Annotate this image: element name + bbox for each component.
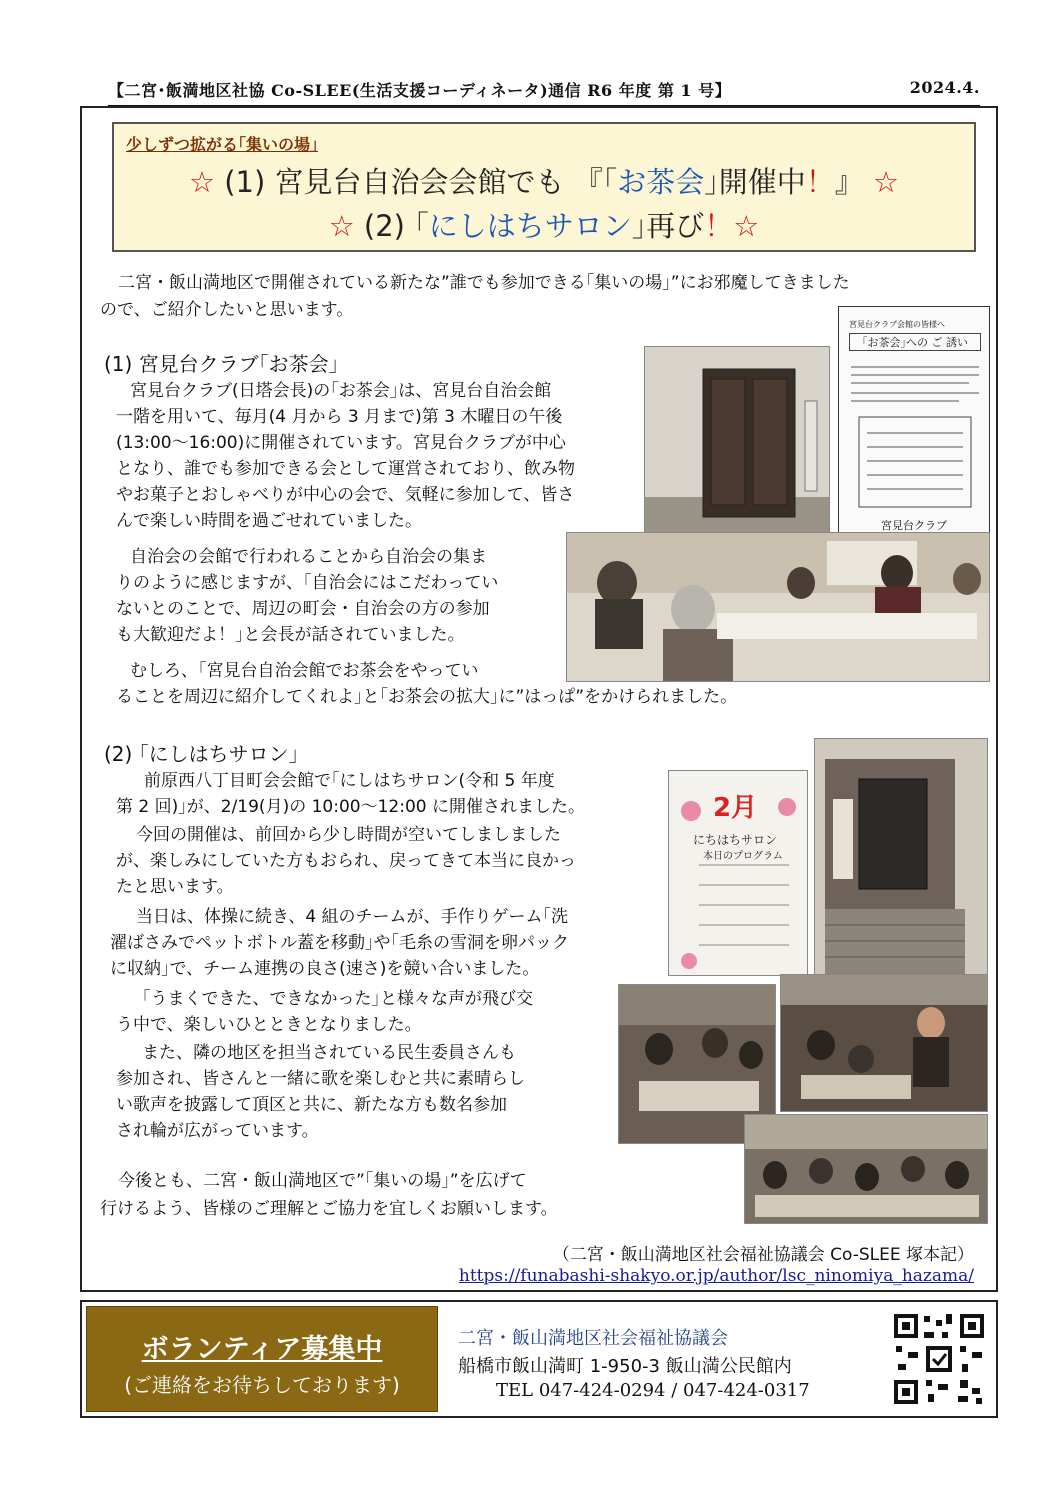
- section1-heading: (1) 宮見台クラブ｢お茶会｣: [104, 352, 339, 376]
- flyer-text-lines: [839, 307, 990, 538]
- title-box: [112, 122, 976, 252]
- signature: （二宮・飯山満地区社会福祉協議会 Co-SLEE 塚本記）: [552, 1245, 974, 1265]
- star-icon: ☆: [188, 165, 215, 199]
- contact-org: 二宮・飯山満地区社会福祉協議会: [458, 1328, 728, 1349]
- volunteer-title: ボランティア募集中: [141, 1334, 383, 1365]
- title-tag: 少しずつ拡がる｢集いの場｣: [126, 135, 319, 154]
- ochakai-flyer: 宮見台クラブ会館の皆様へ ｢お茶会｣への ご 誘い 宮見台クラブ: [838, 306, 990, 538]
- salon-program-board: [668, 770, 808, 976]
- board-title: にちはちサロン: [693, 833, 778, 847]
- closing-line-2: 行けるよう、皆様のご理解とご協力を宜しくお願いします。: [100, 1199, 558, 1219]
- gathering-illustration: [567, 533, 990, 682]
- hall-illustration: [815, 739, 988, 976]
- intro-line-1: 二宮・飯山満地区で開催されている新たな”誰でも参加できる｢集いの場｣”にお邪魔してきました: [118, 273, 850, 293]
- board-month: 2月: [713, 793, 758, 823]
- star-icon: ☆: [873, 165, 900, 199]
- board-subtitle: 本日のプログラム: [703, 851, 783, 862]
- contact-address: 船橋市飯山満町 1-950-3 飯山満公民館内: [458, 1356, 792, 1377]
- contact-tel: TEL 047-424-0294 / 047-424-0317: [496, 1380, 810, 1401]
- header-date: 2024.4.: [909, 78, 980, 97]
- game-illustration-2: [781, 975, 988, 1112]
- salon-game-photo-2: [780, 974, 988, 1112]
- closing-line-1: 今後とも、二宮・飯山満地区で”｢集いの場｣”を広げて: [118, 1171, 527, 1191]
- title-line-2: ☆ (2) ｢にしはちサロン｣再び！☆: [328, 209, 760, 243]
- salon-song-photo: [744, 1114, 988, 1224]
- intro-line-2: ので、ご紹介したいと思います。: [100, 300, 354, 320]
- section2-heading: (2) ｢にしはちサロン｣: [104, 742, 299, 766]
- star-icon: ☆: [328, 209, 355, 243]
- song-illustration: [745, 1115, 988, 1224]
- header-title: 【二宮･飯満地区社協 Co-SLEE(生活支援コーディネータ)通信 R6 年度 第 1 号】: [108, 81, 732, 100]
- website-link[interactable]: https://funabashi-shakyo.or.jp/author/lsc_ninomiya_hazama/: [458, 1266, 974, 1286]
- volunteer-subtitle: (ご連絡をお待ちしております): [124, 1373, 400, 1397]
- clubhouse-door-photo: [644, 346, 830, 536]
- salon-hall-photo: [814, 738, 988, 976]
- door-illustration: [645, 347, 830, 536]
- ochakai-gathering-photo: [566, 532, 990, 682]
- title-line-1: ☆ (1) 宮見台自治会会館でも 『｢お茶会｣開催中！』 ☆: [188, 165, 900, 199]
- footer-box: [80, 1300, 998, 1418]
- star-icon: ☆: [733, 209, 760, 243]
- volunteer-banner: [86, 1306, 438, 1412]
- newsletter-header: [108, 78, 980, 107]
- qr-code-icon[interactable]: [892, 1312, 986, 1406]
